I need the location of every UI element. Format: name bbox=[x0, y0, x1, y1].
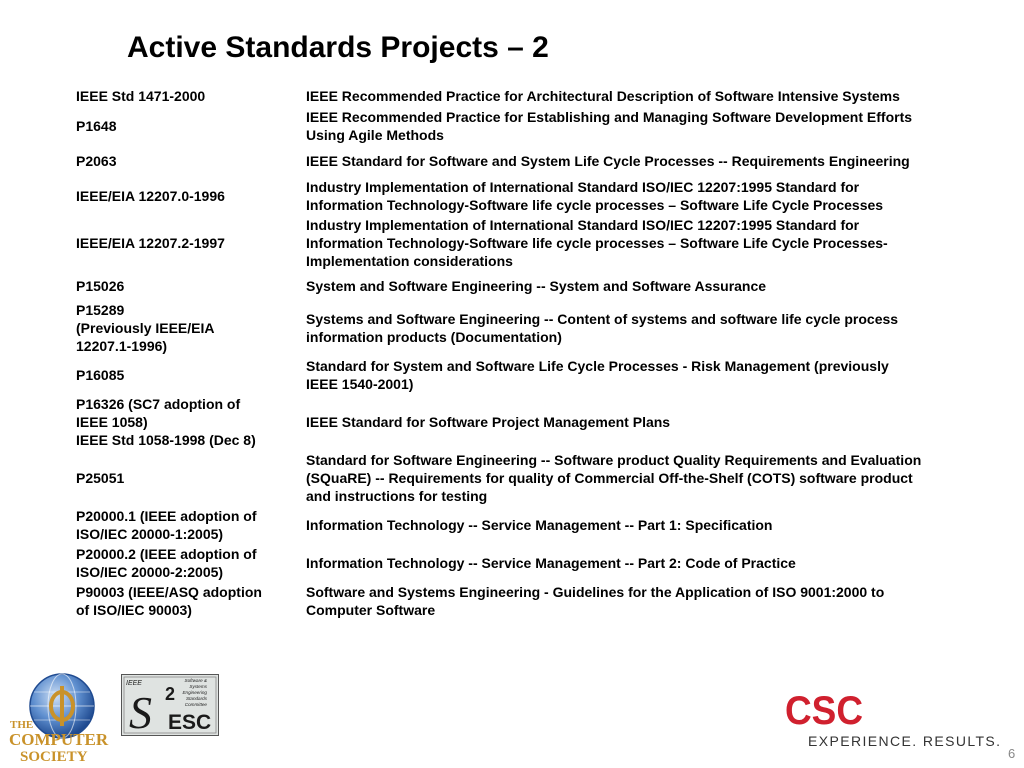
svg-text:Committee: Committee bbox=[184, 702, 207, 707]
project-id: P16085 bbox=[76, 367, 125, 383]
table-row bbox=[76, 145, 1006, 177]
project-id: IEEE Std 1471-2000 bbox=[76, 88, 206, 104]
table-row bbox=[76, 271, 1006, 300]
project-description: IEEE Standard for Software and System Life Cycle Processes -- Requirements Engineering bbox=[306, 153, 910, 169]
project-description: Standard for Software Engineering -- Software product Quality Requirements and Evaluation (SQuaRE) -- Requirements for quality of Commercial Off-the-Shelf (COTS) software product and instructions for testing bbox=[306, 452, 922, 504]
project-id: P15026 bbox=[76, 277, 125, 294]
project-id: P20000.2 (IEEE adoption of ISO/IEC 20000-2:2005) bbox=[76, 546, 257, 580]
svg-text:Engineering: Engineering bbox=[182, 690, 207, 695]
project-description: Industry Implementation of International Standard ISO/IEC 12207:1995 Standard for Information Technology-Software life cycle processes – Software Life Cycle Processes bbox=[306, 179, 884, 213]
project-description: Systems and Software Engineering -- Content of systems and software life cycle process information products (Documentation) bbox=[306, 311, 899, 345]
project-id: IEEE/EIA 12207.0-1996 bbox=[76, 188, 225, 204]
project-description: IEEE Recommended Practice for Architectural Description of Software Intensive Systems bbox=[306, 88, 900, 104]
project-description: System and Software Engineering -- System and Software Assurance bbox=[306, 277, 767, 294]
project-id: IEEE/EIA 12207.2-1997 bbox=[76, 235, 225, 251]
project-description: Software and Systems Engineering - Guidelines for the Application of ISO 9001:2000 to Computer Software bbox=[306, 584, 885, 618]
standards-table bbox=[76, 86, 1006, 620]
table-row bbox=[76, 215, 1006, 271]
table-row bbox=[76, 394, 1006, 450]
svg-text:CSC: CSC bbox=[785, 690, 863, 728]
svg-text:COMPUTER: COMPUTER bbox=[9, 730, 109, 749]
svg-text:IEEE: IEEE bbox=[126, 680, 142, 687]
table-row bbox=[76, 106, 1006, 145]
project-description: IEEE Recommended Practice for Establishing and Managing Software Development Efforts Using Agile Methods bbox=[306, 108, 913, 143]
table-row bbox=[76, 506, 1006, 544]
project-description: IEEE Standard for Software Project Management Plans bbox=[306, 414, 671, 430]
svg-text:Software &: Software & bbox=[184, 678, 207, 683]
project-description: Standard for System and Software Life Cycle Processes - Risk Management (previously IEEE 1540-2001) bbox=[306, 358, 889, 392]
table-row bbox=[76, 300, 1006, 356]
s2esc-logo bbox=[121, 674, 219, 736]
svg-text:SOCIETY: SOCIETY bbox=[20, 749, 88, 764]
svg-text:THE: THE bbox=[10, 719, 34, 731]
project-id: P25051 bbox=[76, 470, 125, 486]
table-row bbox=[76, 177, 1006, 215]
table-row bbox=[76, 356, 1006, 394]
svg-text:ESC: ESC bbox=[168, 711, 212, 734]
page-title: Active Standards Projects – 2 bbox=[127, 31, 549, 64]
table-row bbox=[76, 544, 1006, 582]
table-row bbox=[76, 86, 1006, 106]
page-number: 6 bbox=[1008, 746, 1016, 761]
project-description: Industry Implementation of International Standard ISO/IEC 12207:1995 Standard for Information Technology-Software life cycle processes – Software Life Cycle Processes- Implementation considerations bbox=[306, 217, 888, 269]
svg-text:2: 2 bbox=[165, 684, 176, 704]
project-id: P15289 (Previously IEEE/EIA 12207.1-1996) bbox=[76, 302, 215, 354]
svg-text:Systems: Systems bbox=[189, 684, 207, 689]
project-id: P20000.1 (IEEE adoption of ISO/IEC 20000-1:2005) bbox=[76, 508, 257, 542]
project-id: P2063 bbox=[76, 153, 117, 169]
project-description: Information Technology -- Service Management -- Part 1: Specification bbox=[306, 517, 773, 533]
csc-logo bbox=[785, 690, 865, 728]
computer-society-logo bbox=[6, 668, 110, 764]
project-description: Information Technology -- Service Management -- Part 2: Code of Practice bbox=[306, 555, 796, 571]
csc-tagline: EXPERIENCE. RESULTS. bbox=[808, 733, 1002, 749]
project-id: P90003 (IEEE/ASQ adoption of ISO/IEC 90003) bbox=[76, 584, 262, 618]
svg-text:Standards: Standards bbox=[186, 696, 207, 701]
table-row bbox=[76, 582, 1006, 620]
table-row bbox=[76, 450, 1006, 506]
svg-text:S: S bbox=[129, 687, 152, 736]
project-id: P1648 bbox=[76, 117, 117, 134]
project-id: P16326 (SC7 adoption of IEEE 1058) IEEE Std 1058-1998 (Dec 8) bbox=[76, 396, 256, 448]
